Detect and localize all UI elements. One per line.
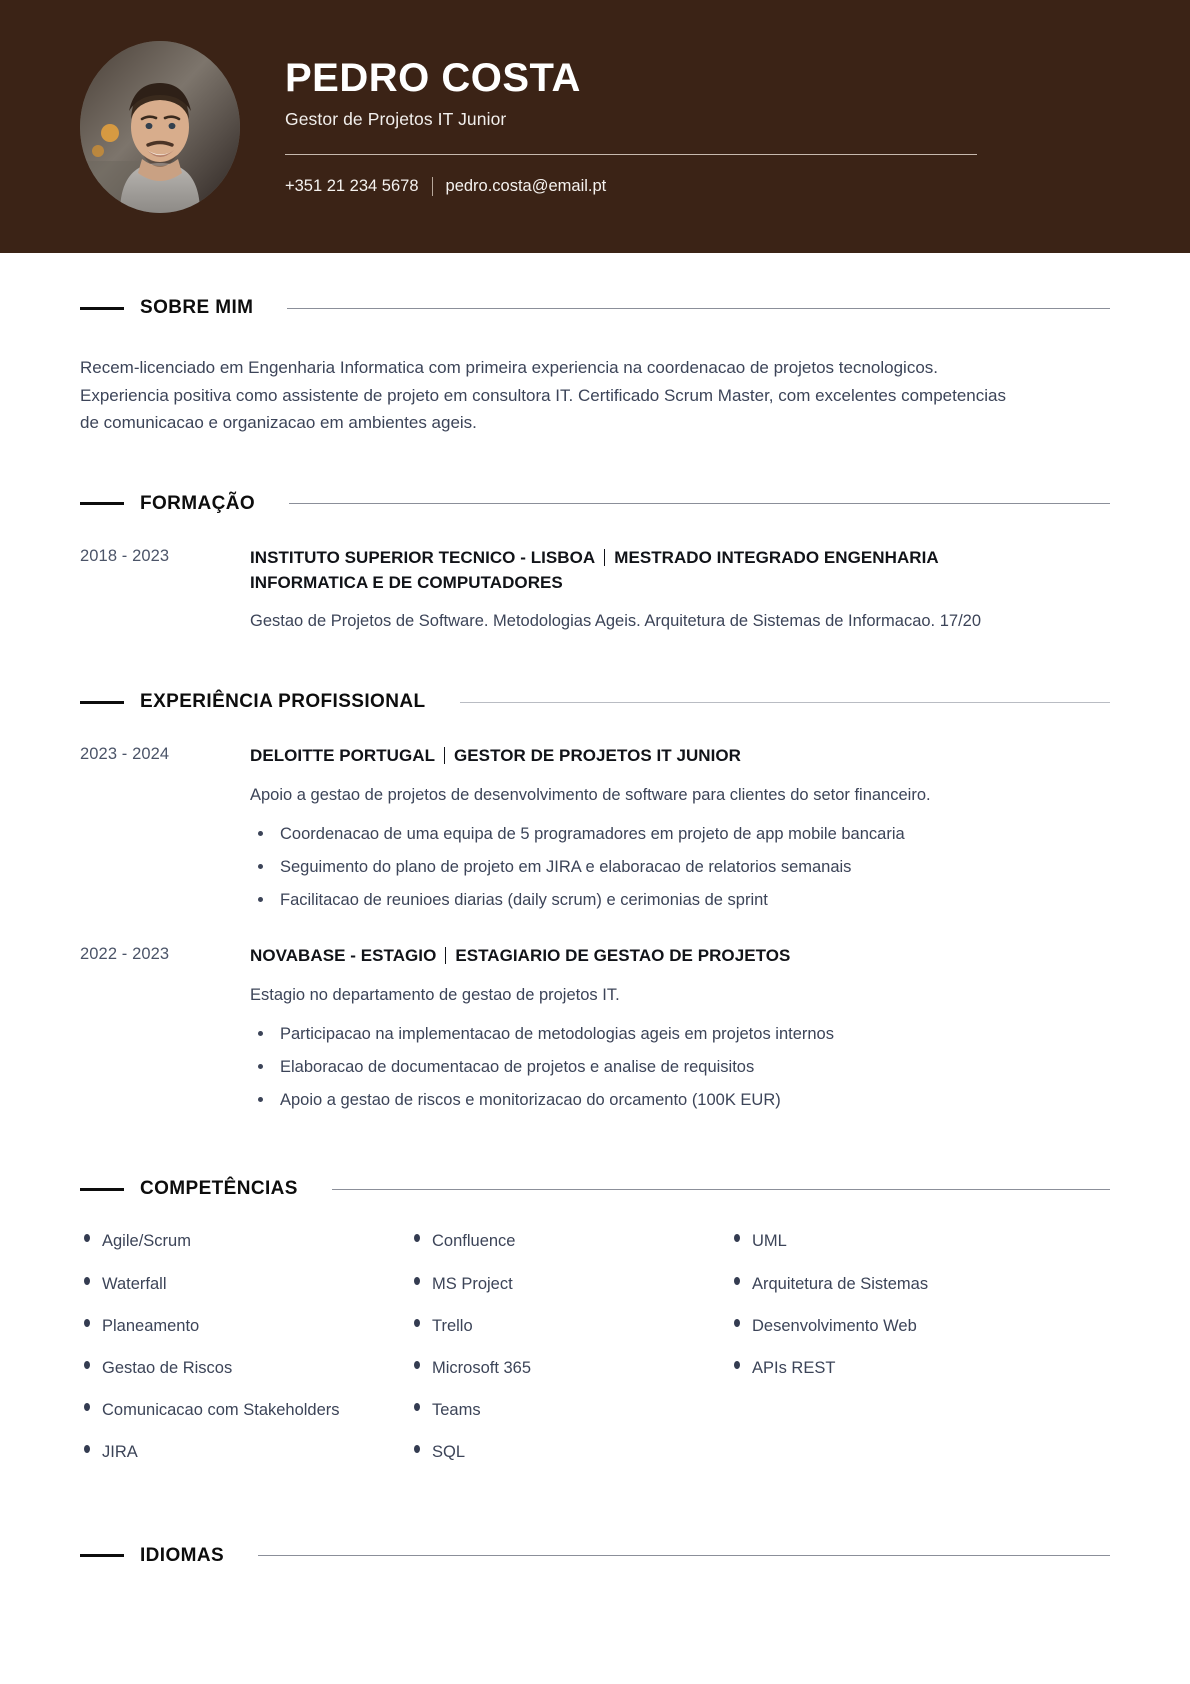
- role-name: GESTOR DE PROJETOS IT JUNIOR: [454, 746, 742, 766]
- section-rule: [287, 308, 1110, 309]
- title-separator: [445, 947, 446, 964]
- entry-description: Estagio no departamento de gestao de projetos IT.: [250, 985, 620, 1004]
- entry-bullet-list: [250, 822, 1040, 912]
- skills-column-1: [80, 1230, 410, 1483]
- skill-item: Gestao de Riscos: [80, 1357, 410, 1380]
- education-entries: [80, 545, 1110, 635]
- entry-body: [250, 943, 1040, 1112]
- experience-entries: [80, 743, 1110, 1112]
- title-separator: [604, 549, 605, 566]
- entry-body: [250, 743, 1040, 912]
- section-header-about: [80, 297, 1110, 319]
- header-text-block: [285, 57, 1135, 196]
- profile-photo-icon: [80, 41, 240, 213]
- about-paragraph: Recem-licenciado em Engenharia Informatica com primeira experiencia na coordenacao de projetos tecnologicos. Experiencia positiva como assistente de projeto em consultora IT. Certificado Scrum Master, com excelentes competencias de comunicacao e organizacao em ambientes ageis.: [80, 358, 1006, 433]
- skill-item: Microsoft 365: [410, 1357, 730, 1380]
- experience-entry: [80, 943, 1110, 1112]
- section-header-experience: [80, 691, 1110, 713]
- skill-item: MS Project: [410, 1273, 730, 1296]
- company-name: DELOITTE PORTUGAL: [250, 746, 436, 766]
- skill-item: JIRA: [80, 1441, 410, 1464]
- list-item: Coordenacao de uma equipa de 5 programadores em projeto de app mobile bancaria: [250, 822, 1040, 847]
- phone-number[interactable]: +351 21 234 5678: [285, 177, 419, 196]
- section-dash-icon: [80, 1554, 124, 1557]
- skills-column-2: [410, 1230, 730, 1483]
- page-title: PEDRO COSTA: [285, 55, 581, 100]
- title-separator: [444, 747, 445, 764]
- contact-separator: [432, 177, 433, 196]
- section-education: [80, 437, 1110, 635]
- skill-item: APIs REST: [730, 1357, 1110, 1380]
- skill-item: Trello: [410, 1315, 730, 1338]
- entry-bullet-list: [250, 1022, 1040, 1112]
- section-rule: [332, 1189, 1110, 1190]
- entry-date: 2022 - 2023: [80, 945, 170, 964]
- section-rule: [258, 1555, 1110, 1556]
- entry-title: [250, 545, 1040, 595]
- skill-item: Waterfall: [80, 1273, 410, 1296]
- section-experience: [80, 634, 1110, 1112]
- entry-description: Gestao de Projetos de Software. Metodologias Ageis. Arquitetura de Sistemas de Informacao. 17/20: [250, 611, 982, 630]
- institution-name: INSTITUTO SUPERIOR TECNICO - LISBOA: [250, 547, 596, 567]
- list-item: Participacao na implementacao de metodologias ageis em projetos internos: [250, 1022, 1040, 1047]
- section-title-languages: IDIOMAS: [140, 1544, 225, 1566]
- entry-title: [250, 943, 1040, 968]
- contact-row: [285, 177, 977, 196]
- skill-item: UML: [730, 1230, 1110, 1253]
- section-rule: [289, 503, 1110, 504]
- job-title: Gestor de Projetos IT Junior: [285, 109, 507, 130]
- experience-entry: [80, 743, 1110, 912]
- section-about: [80, 253, 1110, 437]
- section-rule: [460, 702, 1111, 703]
- skill-item: Confluence: [410, 1230, 730, 1253]
- section-dash-icon: [80, 701, 124, 704]
- section-title-experience: EXPERIÊNCIA PROFISSIONAL: [140, 691, 426, 713]
- section-header-education: [80, 493, 1110, 515]
- section-dash-icon: [80, 502, 124, 505]
- degree-name: MESTRADO INTEGRADO ENGENHARIA INFORMATICA E DE COMPUTADORES: [250, 547, 939, 592]
- skill-item: SQL: [410, 1441, 730, 1464]
- company-name: NOVABASE - ESTAGIO: [250, 946, 437, 966]
- skill-item: Comunicacao com Stakeholders: [80, 1399, 410, 1422]
- skills-column-3: [730, 1230, 1110, 1483]
- entry-date: 2018 - 2023: [80, 546, 170, 565]
- list-item: Facilitacao de reunioes diarias (daily scrum) e cerimonias de sprint: [250, 888, 1040, 913]
- list-item: Apoio a gestao de riscos e monitorizacao do orcamento (100K EUR): [250, 1088, 1040, 1113]
- entry-date: 2023 - 2024: [80, 745, 170, 764]
- avatar: [80, 41, 240, 213]
- section-title-about: SOBRE MIM: [140, 297, 254, 318]
- section-header-skills: [80, 1178, 1110, 1200]
- resume-content: [0, 253, 1190, 1607]
- section-dash-icon: [80, 1188, 124, 1191]
- section-title-education: FORMAÇÃO: [140, 492, 256, 514]
- skill-item: Desenvolvimento Web: [730, 1315, 1110, 1338]
- email-address[interactable]: pedro.costa@email.pt: [445, 177, 607, 196]
- section-header-languages: [80, 1545, 1110, 1567]
- skill-item: Agile/Scrum: [80, 1230, 410, 1253]
- section-skills: [80, 1112, 1110, 1483]
- entry-description: Apoio a gestao de projetos de desenvolvimento de software para clientes do setor financeiro.: [250, 785, 931, 804]
- entry-title: [250, 743, 1040, 768]
- education-entry: [80, 545, 1110, 635]
- skill-item: Planeamento: [80, 1315, 410, 1338]
- resume-header: [0, 0, 1190, 253]
- entry-body: [250, 545, 1040, 635]
- header-divider: [285, 154, 977, 155]
- skills-grid: [80, 1230, 1110, 1483]
- role-name: ESTAGIARIO DE GESTAO DE PROJETOS: [455, 946, 791, 966]
- section-languages: [80, 1483, 1110, 1567]
- section-title-skills: COMPETÊNCIAS: [140, 1178, 298, 1200]
- list-item: Elaboracao de documentacao de projetos e analise de requisitos: [250, 1055, 1040, 1080]
- section-dash-icon: [80, 307, 124, 310]
- skill-item: Teams: [410, 1399, 730, 1422]
- skill-item: Arquitetura de Sistemas: [730, 1273, 1110, 1296]
- list-item: Seguimento do plano de projeto em JIRA e elaboracao de relatorios semanais: [250, 855, 1040, 880]
